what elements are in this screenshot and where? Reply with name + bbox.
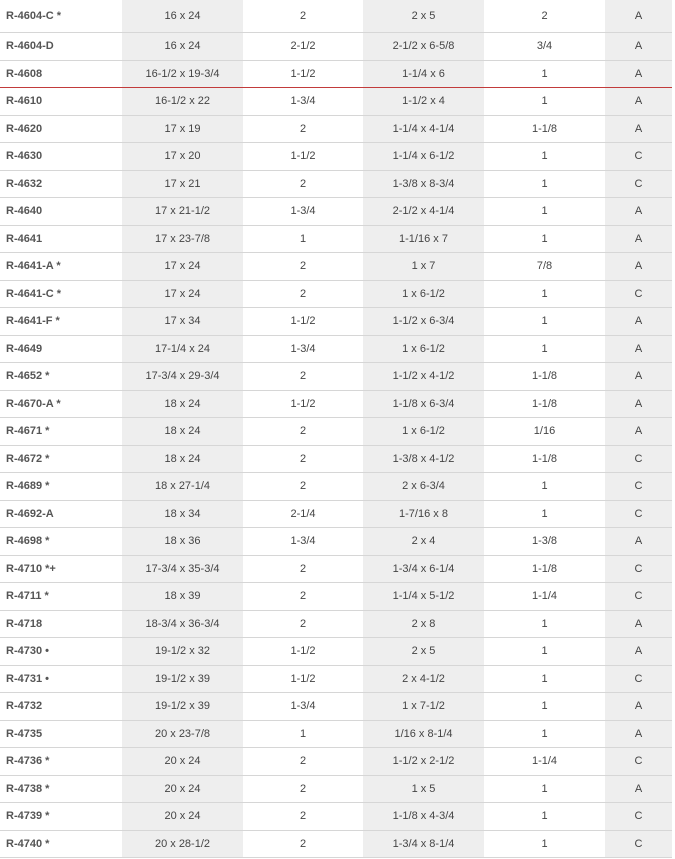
table-row [0,500,672,528]
table-row [0,88,672,116]
size-cell: 18-3/4 x 36-3/4 [122,610,243,638]
hole-cell: 1 x 6-1/2 [363,335,484,363]
measure-cell: 1 [484,60,605,88]
thickness-cell: 2 [243,253,363,281]
measure-cell: 1 [484,665,605,693]
thickness-cell: 2 [243,748,363,776]
thickness-cell: 2 [243,555,363,583]
type-cell: A [605,88,672,116]
type-cell: C [605,583,672,611]
hole-cell: 1-3/4 x 6-1/4 [363,555,484,583]
table-row [0,280,672,308]
thickness-cell: 2 [243,775,363,803]
measure-cell: 1 [484,693,605,721]
model-cell: R-4736 * [0,748,122,776]
size-cell: 20 x 28-1/2 [122,830,243,858]
measure-cell: 1 [484,803,605,831]
table-row [0,225,672,253]
table-row [0,335,672,363]
table-row [0,555,672,583]
measure-cell: 1 [484,720,605,748]
hole-cell: 1/16 x 8-1/4 [363,720,484,748]
type-cell: C [605,143,672,171]
size-cell: 18 x 34 [122,500,243,528]
thickness-cell: 1 [243,225,363,253]
table-row [0,60,672,88]
measure-cell: 1 [484,638,605,666]
type-cell: A [605,775,672,803]
thickness-cell: 2 [243,170,363,198]
thickness-cell: 1-1/2 [243,60,363,88]
size-cell: 18 x 39 [122,583,243,611]
size-cell: 20 x 24 [122,803,243,831]
thickness-cell: 2 [243,115,363,143]
type-cell: A [605,335,672,363]
measure-cell: 1-1/8 [484,445,605,473]
size-cell: 20 x 24 [122,748,243,776]
hole-cell: 2 x 5 [363,0,484,33]
model-cell: R-4604-D [0,33,122,61]
model-cell: R-4718 [0,610,122,638]
model-cell: R-4738 * [0,775,122,803]
size-cell: 20 x 23-7/8 [122,720,243,748]
size-cell: 19-1/2 x 39 [122,665,243,693]
table-row [0,610,672,638]
model-cell: R-4671 * [0,418,122,446]
model-cell: R-4604-C * [0,0,122,33]
model-cell: R-4641-A * [0,253,122,281]
size-cell: 17 x 34 [122,308,243,336]
hole-cell: 1-7/16 x 8 [363,500,484,528]
type-cell: A [605,418,672,446]
table-row [0,473,672,501]
table-row [0,528,672,556]
type-cell: C [605,280,672,308]
size-cell: 18 x 27-1/4 [122,473,243,501]
hole-cell: 1-3/4 x 8-1/4 [363,830,484,858]
table-row [0,418,672,446]
hole-cell: 1 x 5 [363,775,484,803]
type-cell: C [605,500,672,528]
size-cell: 17-3/4 x 29-3/4 [122,363,243,391]
hole-cell: 1 x 7-1/2 [363,693,484,721]
hole-cell: 1-3/8 x 4-1/2 [363,445,484,473]
size-cell: 16-1/2 x 22 [122,88,243,116]
measure-cell: 1-1/4 [484,583,605,611]
thickness-cell: 2 [243,803,363,831]
table-row [0,363,672,391]
hole-cell: 2 x 4-1/2 [363,665,484,693]
hole-cell: 1-1/2 x 2-1/2 [363,748,484,776]
thickness-cell: 2 [243,418,363,446]
size-cell: 19-1/2 x 32 [122,638,243,666]
table-row [0,583,672,611]
table-row [0,33,672,61]
measure-cell: 1-1/8 [484,390,605,418]
thickness-cell: 2 [243,445,363,473]
model-cell: R-4670-A * [0,390,122,418]
type-cell: C [605,803,672,831]
size-cell: 17 x 21 [122,170,243,198]
size-cell: 16 x 24 [122,0,243,33]
model-cell: R-4692-A [0,500,122,528]
hole-cell: 1-1/2 x 4 [363,88,484,116]
type-cell: A [605,390,672,418]
type-cell: A [605,720,672,748]
type-cell: C [605,170,672,198]
thickness-cell: 2 [243,363,363,391]
model-cell: R-4632 [0,170,122,198]
table-row [0,445,672,473]
type-cell: A [605,693,672,721]
size-cell: 17-1/4 x 24 [122,335,243,363]
thickness-cell: 1-1/2 [243,143,363,171]
thickness-cell: 2 [243,0,363,33]
hole-cell: 2 x 8 [363,610,484,638]
measure-cell: 1-1/8 [484,555,605,583]
type-cell: C [605,748,672,776]
thickness-cell: 1-3/4 [243,88,363,116]
size-cell: 17 x 24 [122,253,243,281]
model-cell: R-4641 [0,225,122,253]
measure-cell: 1 [484,308,605,336]
table-row [0,775,672,803]
thickness-cell: 2 [243,830,363,858]
size-cell: 20 x 24 [122,775,243,803]
hole-cell: 1-1/2 x 4-1/2 [363,363,484,391]
size-cell: 19-1/2 x 39 [122,693,243,721]
table-row [0,638,672,666]
table-row [0,665,672,693]
measure-cell: 1-1/4 [484,748,605,776]
measure-cell: 1-1/8 [484,115,605,143]
model-cell: R-4641-F * [0,308,122,336]
type-cell: A [605,610,672,638]
hole-cell: 1-1/8 x 4-3/4 [363,803,484,831]
model-cell: R-4641-C * [0,280,122,308]
hole-cell: 1-1/4 x 4-1/4 [363,115,484,143]
measure-cell: 1 [484,610,605,638]
thickness-cell: 1-1/2 [243,390,363,418]
size-cell: 18 x 24 [122,390,243,418]
size-cell: 17 x 23-7/8 [122,225,243,253]
size-cell: 17-3/4 x 35-3/4 [122,555,243,583]
hole-cell: 1 x 7 [363,253,484,281]
model-cell: R-4732 [0,693,122,721]
thickness-cell: 1-3/4 [243,528,363,556]
measure-cell: 2 [484,0,605,33]
measure-cell: 1-3/8 [484,528,605,556]
model-cell: R-4640 [0,198,122,226]
thickness-cell: 2 [243,280,363,308]
size-cell: 18 x 36 [122,528,243,556]
measure-cell: 1 [484,198,605,226]
type-cell: A [605,363,672,391]
type-cell: A [605,60,672,88]
table-row [0,0,672,33]
thickness-cell: 1-1/2 [243,665,363,693]
measure-cell: 1 [484,170,605,198]
table-row [0,143,672,171]
hole-cell: 2-1/2 x 6-5/8 [363,33,484,61]
model-cell: R-4710 *+ [0,555,122,583]
hole-cell: 1 x 6-1/2 [363,418,484,446]
type-cell: A [605,115,672,143]
type-cell: A [605,225,672,253]
type-cell: C [605,445,672,473]
type-cell: C [605,555,672,583]
model-cell: R-4689 * [0,473,122,501]
measure-cell: 1 [484,280,605,308]
table-row [0,115,672,143]
table-row [0,170,672,198]
size-cell: 17 x 21-1/2 [122,198,243,226]
hole-cell: 2 x 4 [363,528,484,556]
thickness-cell: 1-1/2 [243,308,363,336]
table-row [0,390,672,418]
table-row [0,720,672,748]
model-cell: R-4698 * [0,528,122,556]
size-cell: 18 x 24 [122,445,243,473]
model-cell: R-4730 • [0,638,122,666]
hole-cell: 2 x 6-3/4 [363,473,484,501]
size-cell: 17 x 20 [122,143,243,171]
size-cell: 16 x 24 [122,33,243,61]
thickness-cell: 2 [243,583,363,611]
thickness-cell: 1-3/4 [243,335,363,363]
table-row [0,308,672,336]
model-cell: R-4739 * [0,803,122,831]
measure-cell: 3/4 [484,33,605,61]
model-cell: R-4672 * [0,445,122,473]
model-cell: R-4620 [0,115,122,143]
measure-cell: 7/8 [484,253,605,281]
measure-cell: 1 [484,335,605,363]
measure-cell: 1 [484,225,605,253]
size-cell: 16-1/2 x 19-3/4 [122,60,243,88]
model-cell: R-4630 [0,143,122,171]
table-row [0,198,672,226]
hole-cell: 1 x 6-1/2 [363,280,484,308]
hole-cell: 2-1/2 x 4-1/4 [363,198,484,226]
hole-cell: 1-1/2 x 6-3/4 [363,308,484,336]
model-cell: R-4711 * [0,583,122,611]
measure-cell: 1 [484,830,605,858]
type-cell: C [605,665,672,693]
thickness-cell: 1-3/4 [243,693,363,721]
model-cell: R-4608 [0,60,122,88]
thickness-cell: 2 [243,473,363,501]
thickness-cell: 2-1/2 [243,33,363,61]
measure-cell: 1 [484,88,605,116]
hole-cell: 1-1/8 x 6-3/4 [363,390,484,418]
type-cell: A [605,0,672,33]
size-cell: 17 x 19 [122,115,243,143]
thickness-cell: 2-1/4 [243,500,363,528]
thickness-cell: 1-3/4 [243,198,363,226]
model-cell: R-4649 [0,335,122,363]
table-row [0,253,672,281]
measure-cell: 1/16 [484,418,605,446]
thickness-cell: 1-1/2 [243,638,363,666]
type-cell: A [605,253,672,281]
table-row [0,803,672,831]
measure-cell: 1 [484,473,605,501]
table-row [0,693,672,721]
hole-cell: 1-1/16 x 7 [363,225,484,253]
model-cell: R-4652 * [0,363,122,391]
size-cell: 18 x 24 [122,418,243,446]
table-row [0,830,672,858]
measure-cell: 1-1/8 [484,363,605,391]
hole-cell: 1-1/4 x 6-1/2 [363,143,484,171]
type-cell: C [605,473,672,501]
hole-cell: 1-1/4 x 5-1/2 [363,583,484,611]
model-cell: R-4610 [0,88,122,116]
type-cell: A [605,308,672,336]
thickness-cell: 2 [243,610,363,638]
thickness-cell: 1 [243,720,363,748]
type-cell: C [605,830,672,858]
hole-cell: 2 x 5 [363,638,484,666]
hole-cell: 1-1/4 x 6 [363,60,484,88]
measure-cell: 1 [484,500,605,528]
size-cell: 17 x 24 [122,280,243,308]
type-cell: A [605,198,672,226]
type-cell: A [605,33,672,61]
type-cell: A [605,528,672,556]
model-cell: R-4731 • [0,665,122,693]
model-cell: R-4735 [0,720,122,748]
table-row [0,748,672,776]
type-cell: A [605,638,672,666]
model-cell: R-4740 * [0,830,122,858]
hole-cell: 1-3/8 x 8-3/4 [363,170,484,198]
measure-cell: 1 [484,143,605,171]
measure-cell: 1 [484,775,605,803]
